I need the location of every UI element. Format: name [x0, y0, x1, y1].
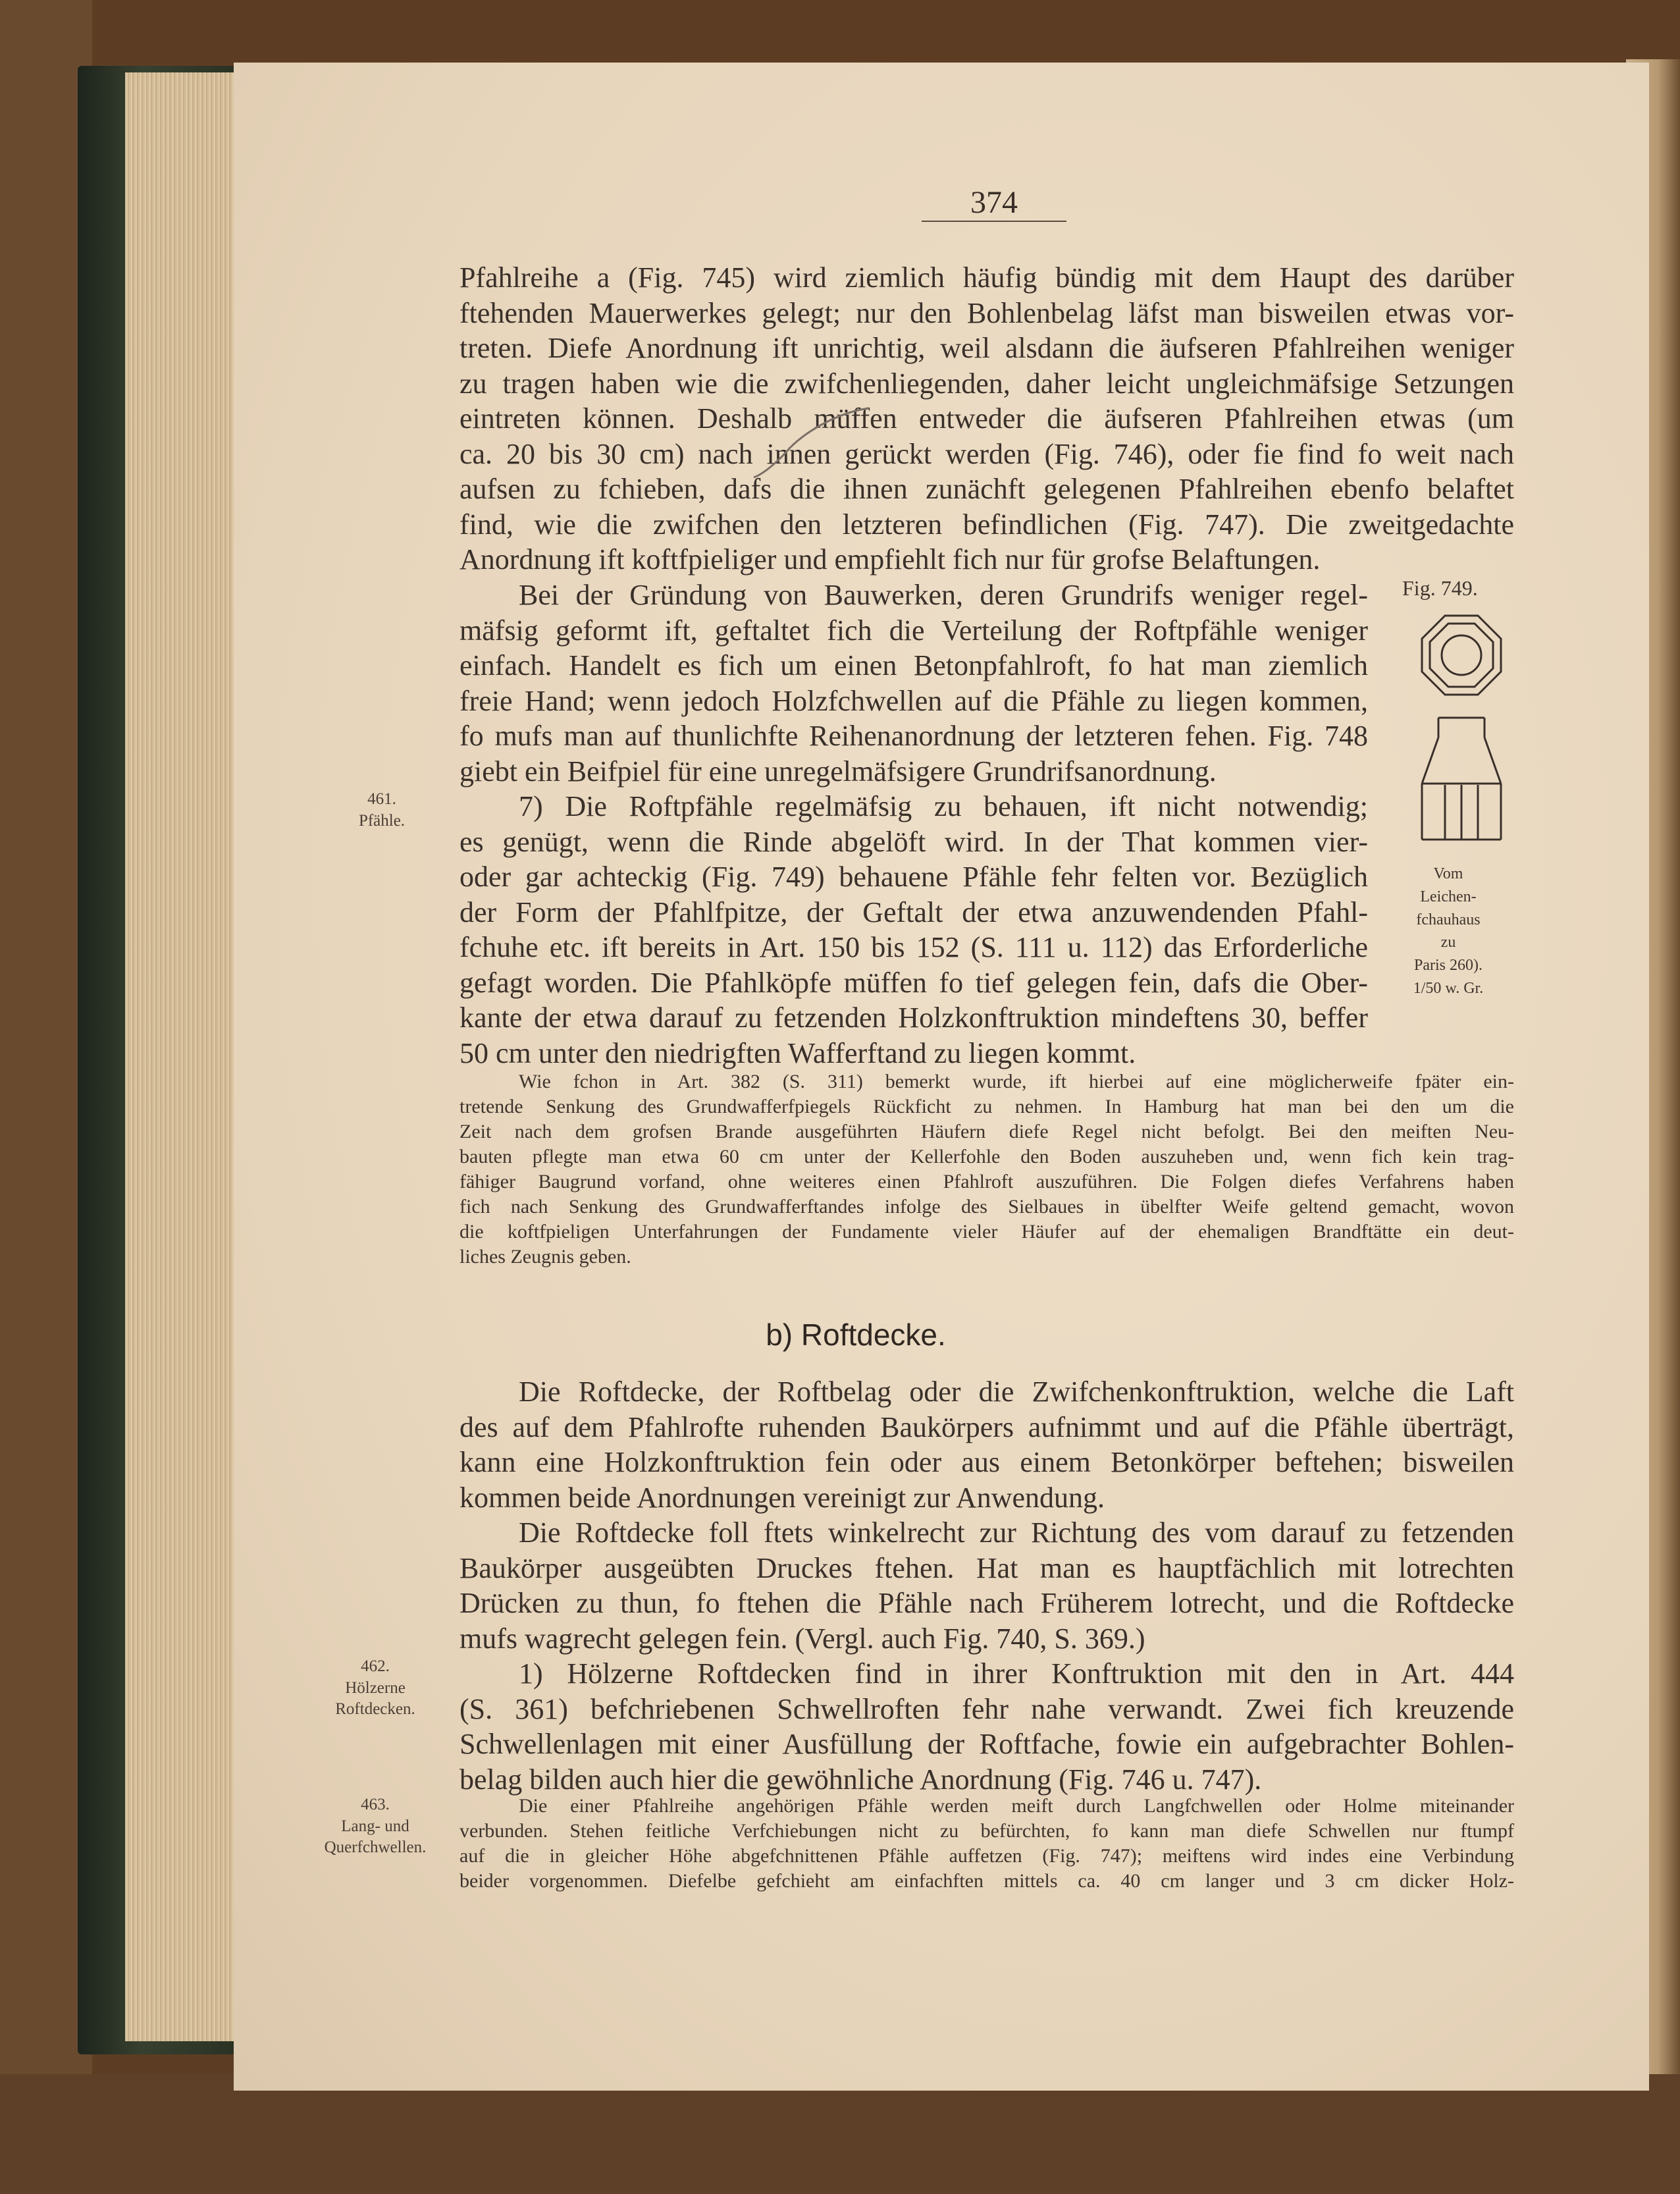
text-line: gefagt worden. Die Pfahlköpfe müffen fo tief gelegen fein, dafs die Ober- — [459, 966, 1368, 999]
text-line: freie Hand; wenn jedoch Holzfchwellen auf die Pfähle zu liegen kommen, — [459, 684, 1368, 717]
pile-section-outer — [1422, 616, 1501, 695]
figure-label: Fig. 749. — [1402, 576, 1478, 600]
text-line: Die Roftdecke, der Roftbelag oder die Zwifchenkonftruktion, welche die Laft — [519, 1376, 1514, 1408]
sidenote-label: Roftdecken. — [335, 1700, 415, 1718]
text-line: es genügt, wenn die Rinde abgelöft wird. In der That kommen vier- — [459, 825, 1368, 858]
caption-line: zu — [1440, 934, 1456, 951]
sidenote-number: 463. — [361, 1796, 390, 1813]
text-line: belag bilden auch hier die gewöhnliche Anordnung (Fig. 746 u. 747). — [459, 1763, 1262, 1796]
pencil-mark — [750, 402, 882, 481]
text-line: bauten pflegte man etwa 60 cm unter der Kellerfohle den Boden auszuheben und, wenn fich kein trag- — [459, 1146, 1514, 1167]
text-line: der Form der Pfahlfpitze, der Geftalt der etwa anzuwendenden Pfahl- — [459, 896, 1368, 928]
caption-line: fchauhaus — [1416, 911, 1481, 928]
sidenote-number: 461. — [367, 790, 396, 808]
text-line: auf die in gleicher Höhe abgefchnittenen Pfähle auffetzen (Fig. 747); meiftens wird indes eine Verbindung — [459, 1845, 1514, 1867]
text-line: mufs wagrecht gelegen fein. (Vergl. auch Fig. 740, S. 369.) — [459, 1622, 1145, 1655]
text-line: ftehenden Mauerwerkes gelegt; nur den Bohlenbelag läfst man bisweilen etwas vor- — [459, 296, 1514, 329]
pile-taper-left — [1422, 737, 1438, 784]
text-line: treten. Diefe Anordnung ift unrichtig, weil alsdann die äufseren Pfahlreihen weniger — [459, 332, 1514, 364]
text-line: mäfsig geformt ift, geftaltet fich die Verteilung der Roftpfähle weniger — [459, 614, 1368, 647]
sidenote-label: Pfähle. — [358, 811, 406, 830]
text-line: fich nach Senkung des Grundwafferftandes infolge des Sielbaues in übelfter Weife geltend gemacht, wovon — [459, 1196, 1514, 1217]
text-line: Schwellenlagen mit einer Ausfüllung der Roftfache, fowie ein aufgebrachter Bohlen- — [459, 1728, 1514, 1760]
text-line: kommen beide Anordnungen vereinigt zur Anwendung. — [459, 1481, 1105, 1514]
text-line: Die einer Pfahlreihe angehörigen Pfähle werden meift durch Langfchwellen oder Holme miteinander — [519, 1795, 1514, 1817]
sidenote-462 — [309, 1656, 441, 1721]
text-line: des auf dem Pfahlrofte ruhenden Baukörpers aufnimmt und auf die Pfähle überträgt, — [459, 1410, 1514, 1443]
octagonal-pile-figure — [1415, 612, 1508, 856]
text-line: beider vorgenommen. Diefelbe gefchieht am einfachften mittels ca. 40 cm langer und 3 cm dicker Holz- — [459, 1870, 1514, 1892]
text-line: fchuhe etc. ift bereits in Art. 150 bis 152 (S. 111 u. 112) das Erforderliche — [459, 931, 1368, 963]
text-line: Bei der Gründung von Bauwerken, deren Grundrifs weniger regel- — [519, 579, 1368, 611]
text-line: Anordnung ift koftfpieliger und empfiehlt fich nur für grofse Belaftungen. — [459, 543, 1321, 575]
pile-taper-right — [1484, 737, 1501, 784]
caption-line: 1/50 w. Gr. — [1413, 979, 1484, 997]
text-line: einfach. Handelt es fich um einen Betonpfahlroft, fo hat man ziemlich — [459, 649, 1368, 682]
text-line: aufsen zu fchieben, dafs die ihnen zunächft gelegenen Pfahlreihen ebenfo belaftet — [459, 473, 1514, 505]
text-line: Pfahlreihe a (Fig. 745) wird ziemlich häufig bündig mit dem Haupt des darüber — [459, 261, 1514, 294]
pile-section-inner — [1430, 624, 1493, 687]
page-number: 374 — [970, 185, 1018, 220]
page-stack-edge — [125, 72, 240, 2041]
sidenote-label: Querfchwellen. — [324, 1838, 427, 1856]
text-line: die koftfpieligen Unterfahrungen der Fundamente vieler Häufer auf der ehemaligen Brandftätte ein deut- — [459, 1221, 1514, 1243]
text-line: 7) Die Roftpfähle regelmäfsig zu behauen, ift nicht notwendig; — [519, 790, 1368, 822]
text-line: eintreten können. Deshalb müffen entweder die äufseren Pfahlreihen etwas (um — [459, 402, 1514, 435]
text-line: (S. 361) befchriebenen Schwellroften fehr nahe verwandt. Zwei fich kreuzende — [459, 1692, 1514, 1725]
text-line: 50 cm unter den niedrigften Wafferftand zu liegen kommt. — [459, 1036, 1136, 1069]
text-line: tretende Senkung des Grundwafferfpiegels Rückficht zu nehmen. In Hamburg hat man bei den um die — [459, 1096, 1514, 1117]
text-line: liches Zeugnis geben. — [459, 1246, 631, 1268]
text-line: ca. 20 bis 30 cm) nach innen gerückt werden (Fig. 746), oder fie find fo weit nach — [459, 437, 1514, 470]
sidenote-463 — [303, 1794, 448, 1859]
page-number-rule — [922, 221, 1066, 222]
text-line: fo mufs man auf thunlichfte Reihenanordnung der letzteren fehen. Fig. 748 — [459, 720, 1368, 752]
pile-section-circle — [1442, 635, 1481, 675]
caption-line: Paris 260). — [1414, 957, 1483, 975]
figure-caption — [1396, 863, 1501, 1000]
sidenote-461 — [342, 789, 421, 832]
text-line: kann eine Holzkonftruktion fein oder aus einem Betonkörper beftehen; bisweilen — [459, 1446, 1514, 1478]
sidenote-label: Hölzerne — [345, 1678, 406, 1697]
text-line: 1) Hölzerne Roftdecken find in ihrer Konftruktion mit den in Art. 444 — [519, 1657, 1514, 1690]
text-line: zu tragen haben wie die zwifchenliegenden, daher leicht ungleichmäfsige Setzungen — [459, 367, 1514, 400]
background-bottom — [0, 2074, 1680, 2194]
text-line: verbunden. Stehen feitliche Verfchiebungen nicht zu befürchten, fo kann man diefe Schwellen nur ftumpf — [459, 1820, 1514, 1842]
text-line: oder gar achteckig (Fig. 749) behauene Pfähle fehr felten vor. Bezüglich — [459, 861, 1368, 893]
text-line: kante der etwa darauf zu fetzenden Holzkonftruktion mindeftens 30, beffer — [459, 1002, 1368, 1034]
caption-line: Vom — [1433, 865, 1463, 882]
text-line: Baukörper ausgeübten Druckes ftehen. Hat man es hauptfächlich mit lotrechten — [459, 1551, 1514, 1584]
text-line: giebt ein Beifpiel für eine unregelmäfsigere Grundrifsanordnung. — [459, 755, 1217, 788]
sidenote-number: 462. — [361, 1657, 390, 1675]
caption-line: Leichen- — [1420, 888, 1477, 905]
text-line: find, wie die zwifchen den letzteren befindlichen (Fig. 747). Die zweitgedachte — [459, 508, 1514, 541]
text-line: Drücken zu thun, fo ftehen die Pfähle nach Früherem lotrecht, und die Roftdecke — [459, 1587, 1514, 1619]
text-line: Zeit nach dem grofsen Brande ausgeführten Häufern diefe Regel nicht befolgt. Bei den meiften Neu- — [459, 1121, 1514, 1142]
sidenote-label: Lang- und — [341, 1817, 409, 1835]
section-heading: b) Roftdecke. — [766, 1318, 946, 1352]
text-line: Die Roftdecke foll ftets winkelrecht zur Richtung des vom darauf zu fetzenden — [519, 1516, 1514, 1549]
text-line: Wie fchon in Art. 382 (S. 311) bemerkt wurde, ift hierbei auf eine möglicherweife fpäter ein- — [519, 1071, 1514, 1092]
text-line: fähiger Baugrund vorfand, ohne weiteres einen Pfahlroft auszuführen. Die Folgen diefes Verfahrens haben — [459, 1171, 1514, 1192]
